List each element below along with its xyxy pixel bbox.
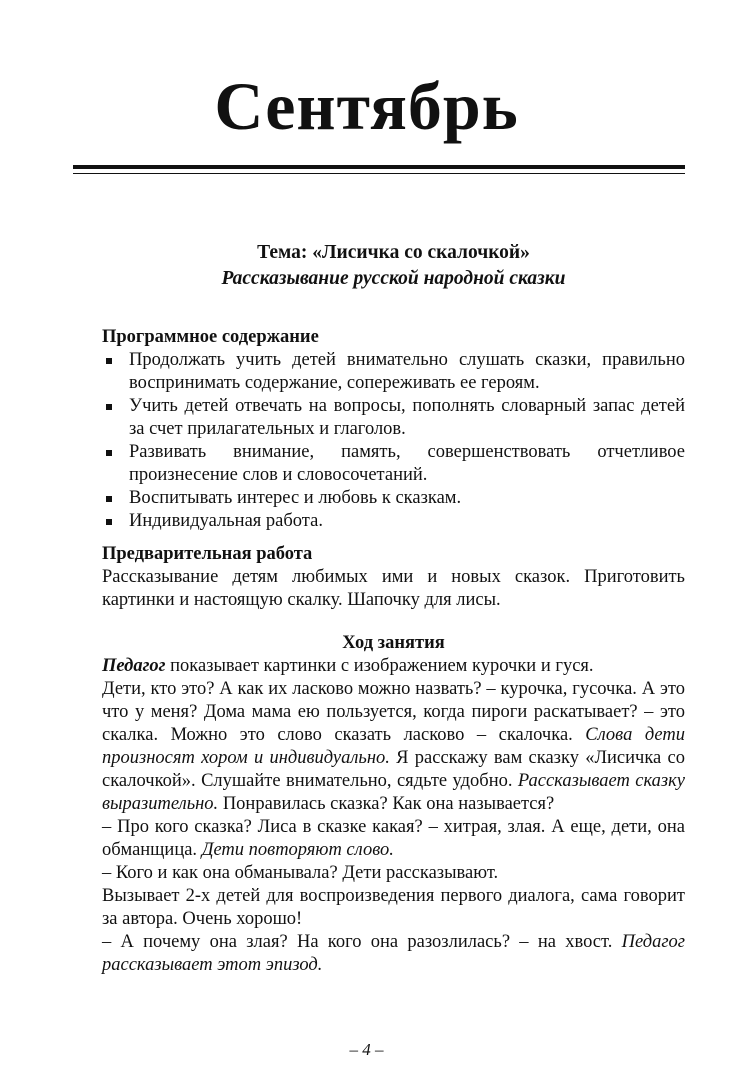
page-content	[102, 240, 685, 977]
lesson-paragraph	[102, 678, 685, 816]
lesson-heading: Ход занятия	[342, 633, 445, 653]
stage-direction: Рассказывает сказку выразительно.	[102, 771, 685, 814]
program-item: Учить детей отвечать на вопросы, пополнять словарный запас детей за счет прилагательных и глаголов.	[102, 395, 685, 441]
program-item: Развивать внимание, память, совершенствовать отчетливое произнесение слов и словосочетаний.	[102, 441, 685, 487]
lesson-paragraph	[102, 931, 685, 977]
paragraph-text: – Про кого сказка? Лиса в сказке какая? – хитрая, злая. А еще, дети, она обманщица.	[102, 817, 685, 860]
teacher-label: Педагог	[102, 656, 166, 676]
program-list	[102, 349, 685, 533]
lesson-paragraph	[102, 655, 685, 678]
topic-subtitle: Рассказывание русской народной сказки	[221, 268, 566, 289]
program-item: Воспитывать интерес и любовь к сказкам.	[102, 487, 685, 510]
chapter-title: Сентябрь	[214, 68, 519, 144]
title-rule-thick	[73, 165, 685, 169]
lesson-paragraph	[102, 816, 685, 862]
paragraph-text: показывает картинки с изображением курочки и гуся.	[165, 656, 594, 676]
page-number: – 4 –	[349, 1040, 384, 1059]
paragraph-text: Я расскажу вам сказку «Лисичка со скалочкой». Слушайте внимательно, сядьте удобно.	[102, 748, 685, 791]
prep-text: Рассказывание детям любимых ими и новых сказок. Приготовить картинки и настоящую скалку. Шапочку для лисы.	[102, 567, 685, 610]
topic-title: Тема: «Лисичка со скалочкой»	[257, 242, 530, 263]
stage-direction: Педагог рассказывает этот эпизод.	[102, 932, 685, 975]
stage-direction: Слова дети произносят хором и индивидуально.	[102, 725, 685, 768]
title-rule-thin	[73, 173, 685, 174]
paragraph-text: Понравилась сказка? Как она называется?	[218, 794, 555, 814]
program-heading: Программное содержание	[102, 327, 319, 347]
stage-direction: Дети повторяют слово.	[201, 840, 394, 860]
paragraph-text: Дети, кто это? А как их ласково можно назвать? – курочка, гусочка. А это что у меня? Дома мама ею пользуется, когда пироги раскатывает? – это скалка. Можно это слово сказать ласково – скалочка.	[102, 679, 685, 745]
program-item: Индивидуальная работа.	[102, 510, 685, 533]
lesson-paragraph: Вызывает 2-х детей для воспроизведения первого диалога, сама говорит за автора. Очень хорошо!	[102, 886, 685, 929]
program-item: Продолжать учить детей внимательно слушать сказки, правильно воспринимать содержание, сопереживать ее героям.	[102, 349, 685, 395]
paragraph-text: – А почему она злая? На кого она разозлилась? – на хвост.	[102, 932, 622, 952]
lesson-paragraph: – Кого и как она обманывала? Дети рассказывают.	[102, 863, 499, 883]
prep-heading: Предварительная работа	[102, 544, 313, 564]
